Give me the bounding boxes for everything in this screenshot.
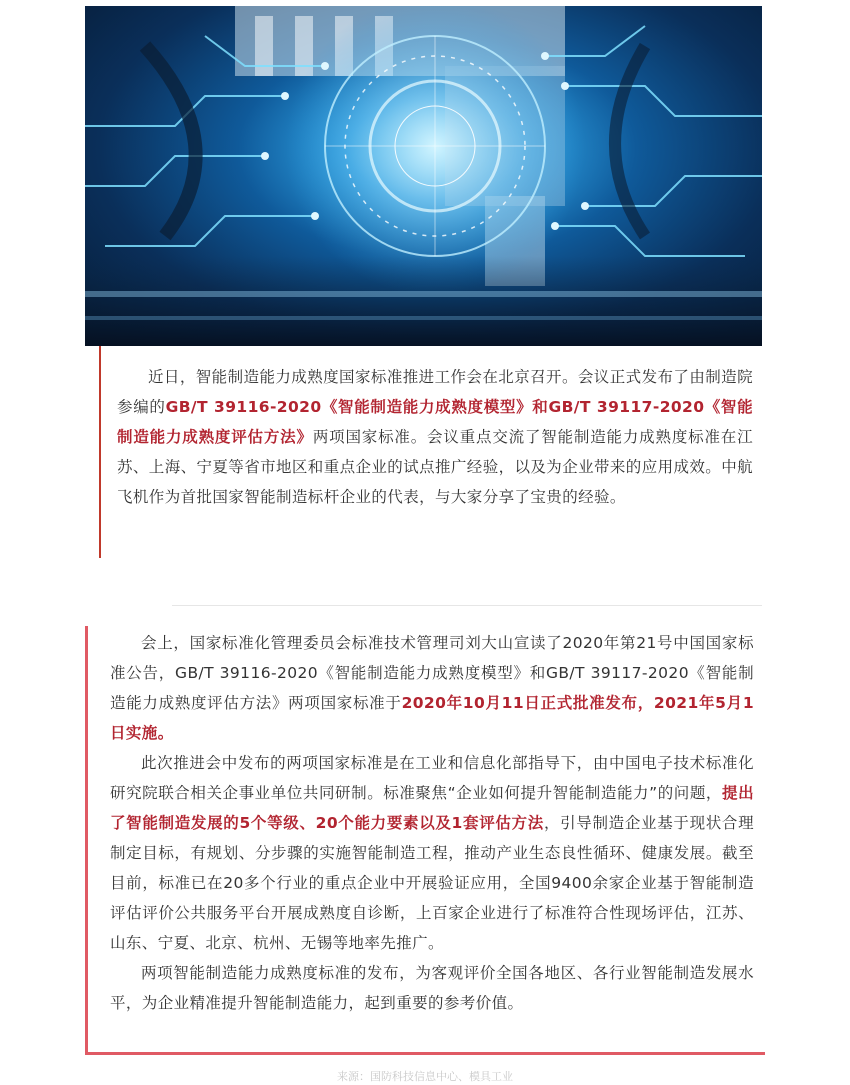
conclusion-paragraph: 两项智能制造能力成熟度标准的发布，为客观评价全国各地区、各行业智能制造发展水平，为企业精准提升智能制造能力，起到重要的参考价值。 <box>110 964 754 1012</box>
source-caption: 来源：国防科技信息中心、模具工业 <box>337 1070 513 1083</box>
announcement-paragraph: 会上，国家标准化管理委员会标准技术管理司刘大山宣读了2020年第21号中国国家标准公告，GB/T 39116-2020《智能制造能力成熟度模型》和GB/T 39117-2020《智能制造能力成熟度评估方法》两项国家标准于2020年10月11日正式批准发布，2021年5月1日实施。 <box>110 634 755 742</box>
detail-section <box>85 626 765 1055</box>
circuit-robot-icon <box>85 6 762 346</box>
intro-paragraph: 近日，智能制造能力成熟度国家标准推进工作会在北京召开。会议正式发布了由制造院参编的GB/T 39116-2020《智能制造能力成熟度模型》和GB/T 39117-2020《智能制造能力成熟度评估方法》两项国家标准。会议重点交流了智能制造能力成熟度标准在江苏、上海、宁夏等省市地区和重点企业的试点推广经验，以及为企业带来的应用成效。中航飞机作为首批国家智能制造标杆企业的代表，与大家分享了宝贵的经验。 <box>117 368 754 506</box>
hero-image <box>85 6 762 346</box>
levels-highlight: 提出了智能制造发展的5个等级、20个能力要素以及1套评估方法 <box>110 784 754 832</box>
standards-highlight: GB/T 39116-2020《智能制造能力成熟度模型》和GB/T 39117-2020《智能制造能力成熟度评估方法》 <box>117 398 753 446</box>
section-divider <box>172 605 762 606</box>
intro-section <box>99 346 764 558</box>
standards-detail-paragraph: 此次推进会中发布的两项国家标准是在工业和信息化部指导下，由中国电子技术标准化研究院联合相关企事业单位共同研制。标准聚焦“企业如何提升智能制造能力”的问题，提出了智能制造发展的5个等级、20个能力要素以及1套评估方法，引导制造企业基于现状合理制定目标，有规划、分步骤的实施智能制造工程，推动产业生态良性循环、健康发展。截至目前，标准已在20多个行业的重点企业中开展验证应用，全国9400余家企业基于智能制造评估评价公共服务平台开展成熟度自诊断，上百家企业进行了标准符合性现场评估，江苏、山东、宁夏、北京、杭州、无锡等地率先推广。 <box>110 754 755 952</box>
release-date-highlight: 2020年10月11日正式批准发布，2021年5月1日实施。 <box>110 694 755 742</box>
